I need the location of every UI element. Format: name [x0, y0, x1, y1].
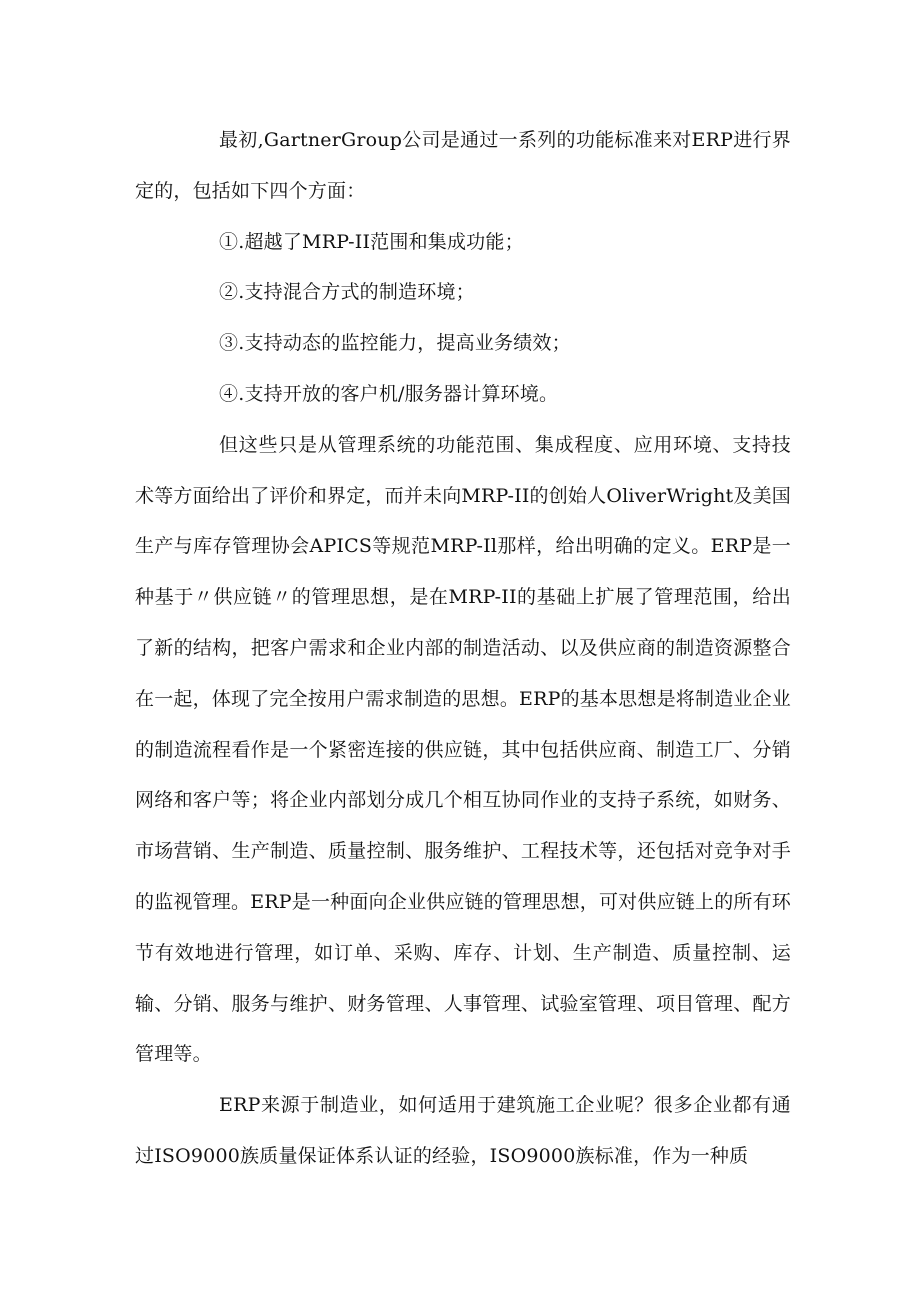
- intro-paragraph: 最初,GartnerGroup公司是通过一系列的功能标准来对ERP进行界定的，包括如下四个方面：: [135, 129, 791, 202]
- list-item-2: ②.支持混合方式的制造环境；: [219, 281, 475, 304]
- construction-paragraph: ERP来源于制造业，如何适用于建筑施工企业呢？很多企业都有通过ISO9000族质量保证体系认证的经验，ISO9000族标准，作为一种质: [135, 1094, 791, 1167]
- list-item-4: ④.支持开放的客户机/服务器计算环境。: [219, 382, 559, 405]
- list-item-3: ③.支持动态的监控能力，提高业务绩效；: [219, 332, 571, 355]
- list-item-1: ①.超越了MRP-II范围和集成功能；: [219, 230, 524, 253]
- body-text: [135, 115, 791, 1182]
- erp-definition-paragraph: 但这些只是从管理系统的功能范围、集成程度、应用环境、支持技术等方面给出了评价和界定，而并未向MRP-II的创始人OliverWright及美国生产与库存管理协会APICS等规范MRP-Il那样，给出明确的定义。ERP是一种基于〃供应链〃的管理思想，是在MRP-II的基础上扩展了管理范围，给出了新的结构，把客户需求和企业内部的制造活动、以及供应商的制造资源整合在一起，体现了完全按用户需求制造的思想。ERP的基本思想是将制造业企业的制造流程看作是一个紧密连接的供应链，其中包括供应商、制造工厂、分销网络和客户等；将企业内部划分成几个相互协同作业的支持子系统，如财务、市场营销、生产制造、质量控制、服务维护、工程技术等，还包括对竞争对手的监视管理。ERP是一种面向企业供应链的管理思想，可对供应链上的所有环节有效地进行管理，如订单、采购、库存、计划、生产制造、质量控制、运输、分销、服务与维护、财务管理、人事管理、试验室管理、项目管理、配方管理等。: [135, 433, 791, 1066]
